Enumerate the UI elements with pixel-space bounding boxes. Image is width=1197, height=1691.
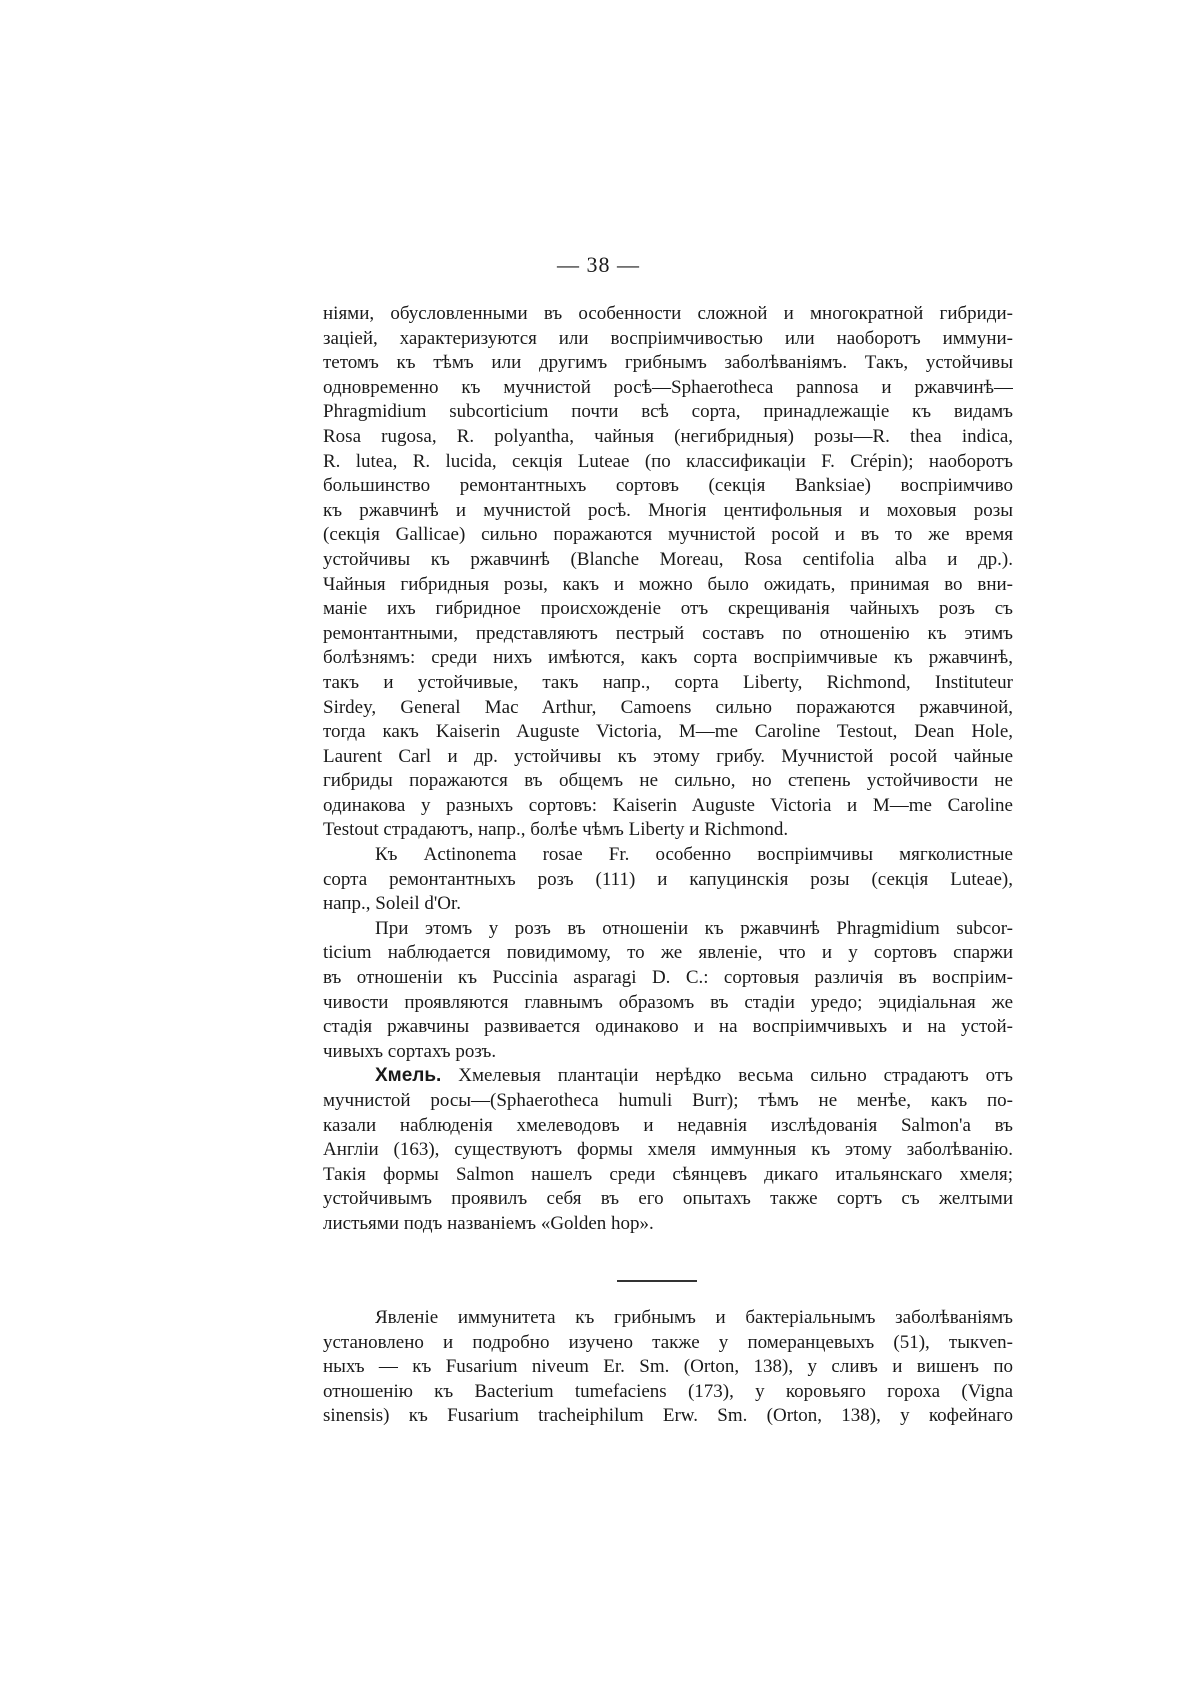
hop-first-line: Хмелевыя плантаціи нерѣдко весьма сильно страдаютъ отъ: [441, 1065, 1013, 1087]
text-line: большинство ремонтантныхъ сортовъ (секція Banksiae) воспріимчиво: [323, 475, 1013, 497]
text-line: установлено и подробно изучено также у померанцевыхъ (51), тыкven-: [323, 1331, 1013, 1353]
text-line: устойчивымъ проявилъ себя въ его опытахъ также сортъ съ желтыми: [323, 1188, 1013, 1210]
text-line: Sirdey, General Mac Arthur, Camoens сильно поражаются ржавчиной,: [323, 696, 1013, 718]
text-line: въ отношеніи къ Puccinia asparagi D. C.: сортовыя различія въ воспріим-: [323, 967, 1013, 989]
text-line: ныхъ — къ Fusarium niveum Er. Sm. (Orton, 138), у сливъ и вишенъ по: [323, 1356, 1013, 1378]
text-line: При этомъ у розъ въ отношеніи къ ржавчинѣ Phragmidium subcor-: [375, 917, 1013, 939]
paragraph-hop: [323, 1064, 1013, 1236]
text-line: тетомъ къ тѣмъ или другимъ грибнымъ заболѣваніямъ. Такъ, устойчивы: [323, 352, 1013, 374]
text-line: маніе ихъ гибридное происхожденіе отъ скрещиванія чайныхъ розъ съ: [323, 598, 1013, 620]
text-line: напр., Soleil d'Or.: [323, 893, 462, 915]
text-line: ремонтантными, представляютъ пестрый составъ по отношенію къ этимъ: [323, 622, 1013, 644]
text-line: казали наблюденія хмелеводовъ и недавнія изслѣдованія Salmon'a въ: [323, 1114, 1013, 1136]
text-line: Phragmidium subcorticium почти всѣ сорта, принадлежащіе къ видамъ: [323, 401, 1013, 423]
text-line: Явленіе иммунитета къ грибнымъ и бактеріальнымъ заболѣваніямъ: [375, 1307, 1013, 1328]
text-line: Laurent Carl и др. устойчивы къ этому грибу. Мучнистой росой чайные: [323, 745, 1013, 767]
text-line: одинакова у разныхъ сортовъ: Kaiserin Auguste Victoria и M—me Caroline: [323, 794, 1013, 816]
text-line: сорта ремонтантныхъ розъ (111) и капуцинскія розы (секція Luteae),: [323, 868, 1013, 890]
text-line: чивыхъ сортахъ розъ.: [323, 1040, 497, 1062]
text-line: гибриды поражаются въ общемъ не сильно, но степень устойчивости не: [323, 770, 1013, 792]
text-line: Rosa rugosa, R. polyantha, чайныя (негибридныя) розы—R. thea indica,: [323, 425, 1013, 447]
text-line: R. lutea, R. lucida, секція Luteae (по классификаціи F. Crépin); наоборотъ: [323, 450, 1013, 472]
paragraph-phragmidium: [323, 917, 1013, 1065]
text-line: ticium наблюдается повидимому, то же явленіе, что и у сортовъ спаржи: [323, 942, 1013, 964]
text-line: sinensis) къ Fusarium tracheiphilum Erw. Sm. (Orton, 138), у кофейнаго: [323, 1405, 1013, 1427]
hop-heading: Хмель.: [375, 1065, 442, 1087]
text-line: Чайныя гибридныя розы, какъ и можно было ожидать, принимая во вни-: [323, 573, 1013, 595]
text-line: Testout страдаютъ, напр., болѣе чѣмъ Liberty и Richmond.: [323, 819, 789, 841]
text-line: отношенію къ Bacterium tumefaciens (173), у коровьяго гороха (Vigna: [323, 1380, 1013, 1402]
text-line: Такія формы Salmon нашелъ среди сѣянцевъ дикаго итальянскаго хмеля;: [323, 1163, 1013, 1185]
text-line: (секція Gallicae) сильно поражаются мучнистой росой и въ то же время: [323, 524, 1013, 546]
text-line: чивости проявляются главнымъ образомъ въ стадіи уредо; эцидіальная же: [323, 991, 1013, 1013]
text-line: заціей, характеризуются или воспріимчивостью или наоборотъ иммуни-: [323, 327, 1013, 349]
section-divider: [617, 1280, 697, 1282]
paragraph-roses: [323, 302, 1013, 843]
text-line: устойчивы къ ржавчинѣ (Blanche Moreau, Rosa centifolia alba и др.).: [323, 548, 1013, 570]
text-line: такъ и устойчивые, такъ напр., сорта Liberty, Richmond, Instituteur: [323, 671, 1013, 693]
text-line: [323, 1064, 1013, 1089]
paragraph-actinonema: [323, 843, 1013, 917]
text-line: листьями подъ названіемъ «Golden hop».: [323, 1212, 654, 1234]
text-line: стадія ржавчины развивается одинаково и на воспріимчивыхъ и на устой-: [323, 1016, 1013, 1038]
text-line: болѣзнямъ: среди нихъ имѣются, какъ сорта воспріимчивые къ ржавчинѣ,: [323, 647, 1013, 669]
text-line: Англіи (163), существуютъ формы хмеля иммунныя къ этому заболѣванію.: [323, 1139, 1013, 1161]
page-number: — 38 —: [557, 252, 640, 277]
body-text: [323, 302, 1013, 1237]
text-line: Къ Actinonema rosae Fr. особенно воспріимчивы мягколистные: [375, 844, 1013, 866]
text-line: одновременно къ мучнистой росѣ—Sphaerotheca pannosa и ржавчинѣ—: [323, 376, 1013, 398]
paragraph-immunity: [323, 1306, 1013, 1429]
text-line: ніями, обусловленными въ особенности сложной и многократной гибриди-: [323, 303, 1013, 324]
text-line: къ ржавчинѣ и мучнистой росѣ. Многія центифольныя и моховыя розы: [323, 499, 1013, 521]
text-line: мучнистой росы—(Sphaerotheca humuli Burr); тѣмъ не менѣе, какъ по-: [323, 1090, 1013, 1111]
text-line: тогда какъ Kaiserin Auguste Victoria, M—me Caroline Testout, Dean Hole,: [323, 721, 1013, 743]
